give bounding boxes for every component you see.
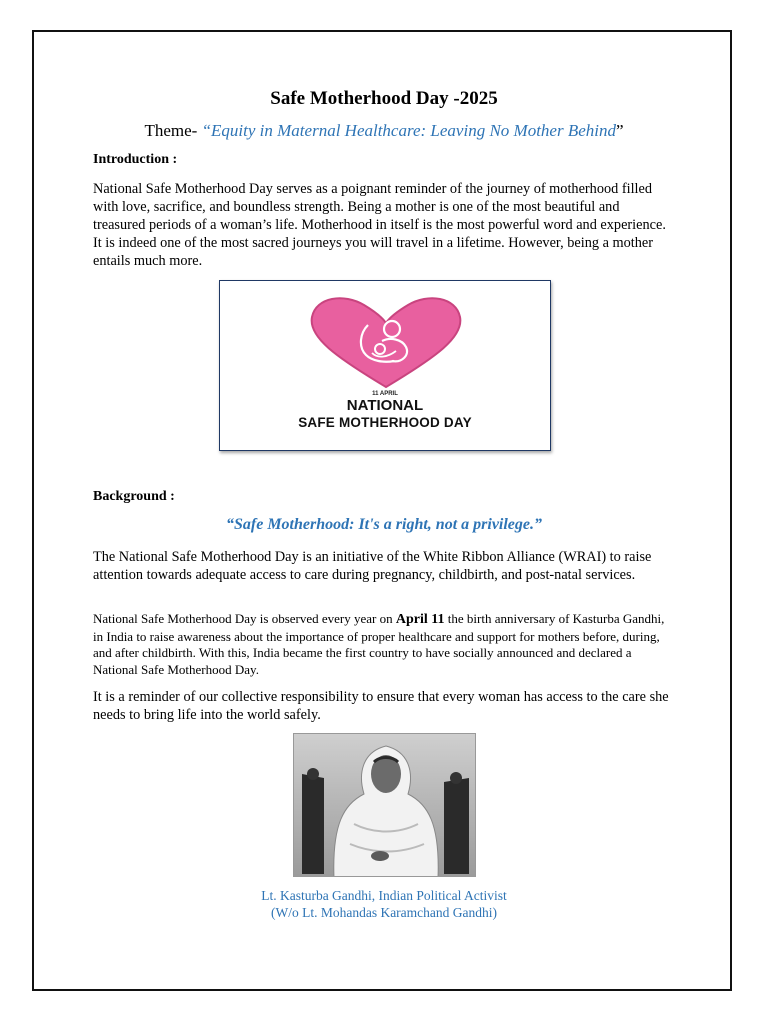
theme-close-quote: ” (615, 121, 624, 140)
logo-date: 11 APRIL (372, 391, 398, 397)
caption-line-2: (W/o Lt. Mohandas Karamchand Gandhi) (270, 905, 498, 920)
logo-line-2: SAFE MOTHERHOOD DAY (298, 415, 472, 430)
para2-bold-date: April 11 (395, 612, 445, 627)
introduction-heading: Introduction : (93, 152, 178, 167)
background-paragraph-3: It is a reminder of our collective responsibility to ensure that every woman has access to the care she needs to bring life into the world safely. (93, 689, 669, 723)
document-title: Safe Motherhood Day -2025 (270, 88, 498, 109)
caption-line-1: Lt. Kasturba Gandhi, Indian Political Activist (261, 888, 507, 903)
background-paragraph-2 (93, 611, 671, 678)
photo-caption (32, 887, 736, 921)
introduction-paragraph: National Safe Motherhood Day serves as a poignant reminder of the journey of motherhood filled with love, sacrifice, and boundless strength. Being a mother is one of the most beautiful and treasured periods of a woman’s life. Motherhood in itself is the most powerful word and experience. It is indeed one of the most sacred journeys you will travel in a lifetime. However, being a mother entails much more. (93, 181, 666, 269)
para2-text-before: National Safe Motherhood Day is observed every year on (93, 611, 396, 626)
para2-text-after: the birth anniversary of Kasturba Gandhi, in India to raise awareness about the importance of proper healthcare and support for mothers before, during, and after childbirth. With this, India became the first country to have socially announced and declared a National Safe Motherhood Day. (93, 611, 665, 677)
portrait-photo-icon (294, 734, 476, 877)
kasturba-gandhi-photo (293, 733, 476, 877)
background-heading: Background : (93, 489, 175, 504)
safe-motherhood-logo-image (219, 280, 551, 451)
background-paragraph-1: The National Safe Motherhood Day is an initiative of the White Ribbon Alliance (WRAI) to raise attention towards adequate access to care during pregnancy, childbirth, and post-natal services. (93, 549, 652, 583)
background-quote: “Safe Motherhood: It's a right, not a privilege.” (225, 516, 543, 533)
heart-mother-child-icon (306, 295, 466, 391)
theme-text: Equity in Maternal Healthcare: Leaving No Mother Behind (211, 121, 616, 140)
theme-line (32, 121, 736, 141)
theme-open-quote: “ (201, 121, 212, 140)
logo-line-1: NATIONAL (346, 397, 424, 414)
theme-prefix: Theme- (144, 121, 202, 140)
